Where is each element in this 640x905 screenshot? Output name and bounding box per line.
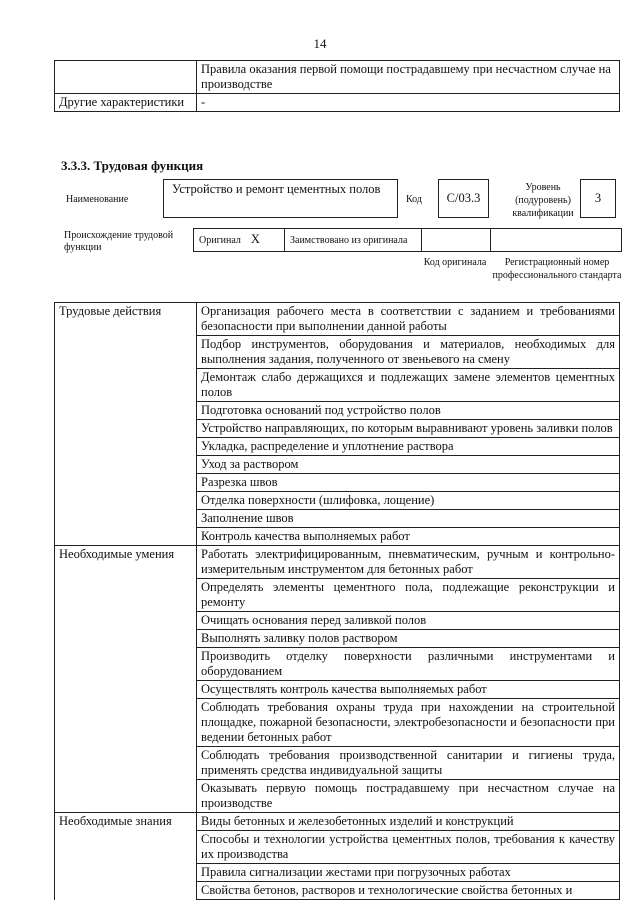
section-item: Соблюдать требования производственной санитарии и гигиены труда, применять средства индивидуальной защиты — [197, 747, 620, 780]
section-item: Способы и технологии устройства цементных полов, требования к качеству их производства — [197, 831, 620, 864]
section-category: Необходимые знания — [55, 813, 197, 900]
row-label — [55, 61, 197, 94]
section-item: Устройство направляющих, по которым выравнивают уровень заливки полов — [197, 420, 620, 438]
section-item: Работать электрифицированным, пневматическим, ручным и контрольно-измерительным инструментом для бетонных работ — [197, 546, 620, 579]
origin-table — [193, 228, 622, 252]
top-table — [54, 60, 620, 112]
section-item: Заполнение швов — [197, 510, 620, 528]
borrowed-label: Заимствовано из оригинала — [285, 229, 422, 252]
section-item: Подготовка оснований под устройство полов — [197, 402, 620, 420]
table-row — [55, 813, 620, 831]
section-item: Организация рабочего места в соответствии с заданием и требованиями безопасности при выполнении данной работы — [197, 303, 620, 336]
section-item: Соблюдать требования охраны труда при нахождении на строительной площадке, пожарной безопасности, электробезопасности и безопасности при ведении бетонных работ — [197, 699, 620, 747]
table-row — [55, 303, 620, 336]
row-value: Правила оказания первой помощи пострадавшему при несчастном случае на производстве — [197, 61, 620, 94]
row-value: - — [197, 94, 620, 112]
origin-label: Происхождение трудовой функции — [64, 230, 174, 253]
code-original-label: Код оригинала — [423, 257, 487, 268]
section-item: Свойства бетонов, растворов и технологические свойства бетонных и — [197, 882, 620, 900]
section-item: Определять элементы цементного пола, подлежащие реконструкции и ремонту — [197, 579, 620, 612]
section-item: Производить отделку поверхности различными инструментами и оборудованием — [197, 648, 620, 681]
reg-number-label: Регистрационный номер профессионального стандарта — [492, 257, 622, 281]
function-name: Устройство и ремонт цементных полов — [163, 179, 398, 218]
section-category: Необходимые умения — [55, 546, 197, 813]
original-label: Оригинал — [199, 235, 241, 246]
section-item: Контроль качества выполняемых работ — [197, 528, 620, 546]
section-category: Трудовые действия — [55, 303, 197, 546]
name-label: Наименование — [66, 194, 129, 205]
section-item: Разрезка швов — [197, 474, 620, 492]
section-item: Выполнять заливку полов раствором — [197, 630, 620, 648]
original-mark: X — [250, 232, 260, 246]
section-item: Демонтаж слабо держащихся и подлежащих замене элементов цементных полов — [197, 369, 620, 402]
row-label: Другие характеристики — [55, 94, 197, 112]
page-number: 14 — [313, 36, 327, 51]
section-item: Виды бетонных и железобетонных изделий и конструкций — [197, 813, 620, 831]
code-label: Код — [406, 194, 422, 205]
table-row — [55, 546, 620, 579]
table-row — [194, 229, 622, 252]
original-cell — [194, 229, 285, 252]
reg-number-cell — [491, 229, 622, 252]
section-item: Очищать основания перед заливкой полов — [197, 612, 620, 630]
section-item: Подбор инструментов, оборудования и материалов, необходимых для выполнения задания, полученного от звеньевого на смену — [197, 336, 620, 369]
section-item: Отделка поверхности (шлифовка, лощение) — [197, 492, 620, 510]
qualification-level-label: Уровень (подуровень) квалификации — [512, 182, 574, 219]
section-title: 3.3.3. Трудовая функция — [61, 158, 204, 173]
table-row — [55, 61, 620, 94]
section-item: Оказывать первую помощь пострадавшему при несчастном случае на производстве — [197, 780, 620, 813]
section-item: Укладка, распределение и уплотнение раствора — [197, 438, 620, 456]
code-original-cell — [422, 229, 491, 252]
section-item: Осуществлять контроль качества выполняемых работ — [197, 681, 620, 699]
function-code: С/03.3 — [438, 179, 489, 218]
qualification-level: 3 — [580, 179, 616, 218]
function-details-table — [54, 302, 620, 900]
section-item: Правила сигнализации жестами при погрузочных работах — [197, 864, 620, 882]
section-item: Уход за раствором — [197, 456, 620, 474]
table-row — [55, 94, 620, 112]
